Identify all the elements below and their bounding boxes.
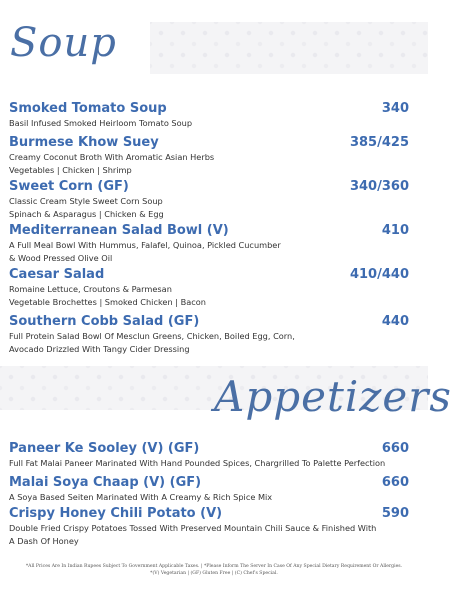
item-description: Basil Infused Smoked Heirloom Tomato Soup [9,118,193,128]
item-description: A Dash Of Honey [9,535,79,546]
item-description: Spinach & Asparagus | Chicken & Egg [9,208,164,219]
item-price: 440 [381,314,409,329]
menu-item [9,313,409,355]
item-name: Malai Soya Chaap (V) (GF) [9,475,202,490]
item-name: Crispy Honey Chili Potato (V) [9,506,223,521]
menu-item [9,266,409,308]
section-title-appetizers: Appetizers [214,372,452,421]
footer-line: *All Prices Are In Indian Rupees Subject To Government Applicable Taxes. | *Please Inform The Server In Case Of Any Special Dietary Requirement Or Allergies. [25,564,403,569]
item-price: 590 [381,506,409,521]
menu-item [9,505,409,547]
item-name: Southern Cobb Salad (GF) [9,314,200,329]
menu-item [9,440,409,470]
item-description: & Wood Pressed Olive Oil [9,252,113,263]
item-price: 410/440 [349,267,409,282]
item-price: 660 [381,475,409,490]
item-name: Paneer Ke Sooley (V) (GF) [9,441,200,456]
item-description: Full Protein Salad Bowl Of Mesclun Greens, Chicken, Boiled Egg, Corn, [9,331,295,341]
menu-item [9,178,409,220]
menu-item [9,474,409,504]
footer-note [0,563,428,577]
item-name: Burmese Khow Suey [9,135,159,150]
item-price: 340 [381,101,409,116]
section-title-soup: Soup [10,20,117,66]
item-description: Classic Cream Style Sweet Corn Soup [9,196,163,206]
item-description: A Full Meal Bowl With Hummus, Falafel, Quinoa, Pickled Cucumber [9,240,281,250]
item-description: Double Fried Crispy Potatoes Tossed With Preserved Mountain Chili Sauce & Finished With [9,523,377,533]
item-name: Sweet Corn (GF) [9,179,129,194]
item-price: 660 [381,441,409,456]
item-price: 340/360 [349,179,409,194]
menu-item [9,134,409,176]
item-price: 385/425 [349,135,409,150]
footer-line: *(V) Vegetarian | (GF) Gluten Free | (C) Chef's Special. [150,571,278,576]
menu-item [9,222,409,264]
item-description: A Soya Based Seiten Marinated With A Creamy & Rich Spice Mix [9,492,273,502]
item-name: Smoked Tomato Soup [9,101,167,116]
item-description: Vegetable Brochettes | Smoked Chicken | Bacon [9,296,206,307]
decorative-pattern-top [150,22,428,74]
item-description: Avocado Drizzled With Tangy Cider Dressing [9,343,190,354]
item-description: Vegetables | Chicken | Shrimp [9,164,132,175]
menu-item [9,100,409,130]
item-name: Caesar Salad [9,267,105,282]
item-name: Mediterranean Salad Bowl (V) [9,223,229,238]
item-description: Full Fat Malai Paneer Marinated With Hand Pounded Spices, Chargrilled To Palette Perfection [9,458,386,468]
item-price: 410 [381,223,409,238]
item-description: Romaine Lettuce, Croutons & Parmesan [9,284,172,294]
item-description: Creamy Coconut Broth With Aromatic Asian Herbs [9,152,215,162]
